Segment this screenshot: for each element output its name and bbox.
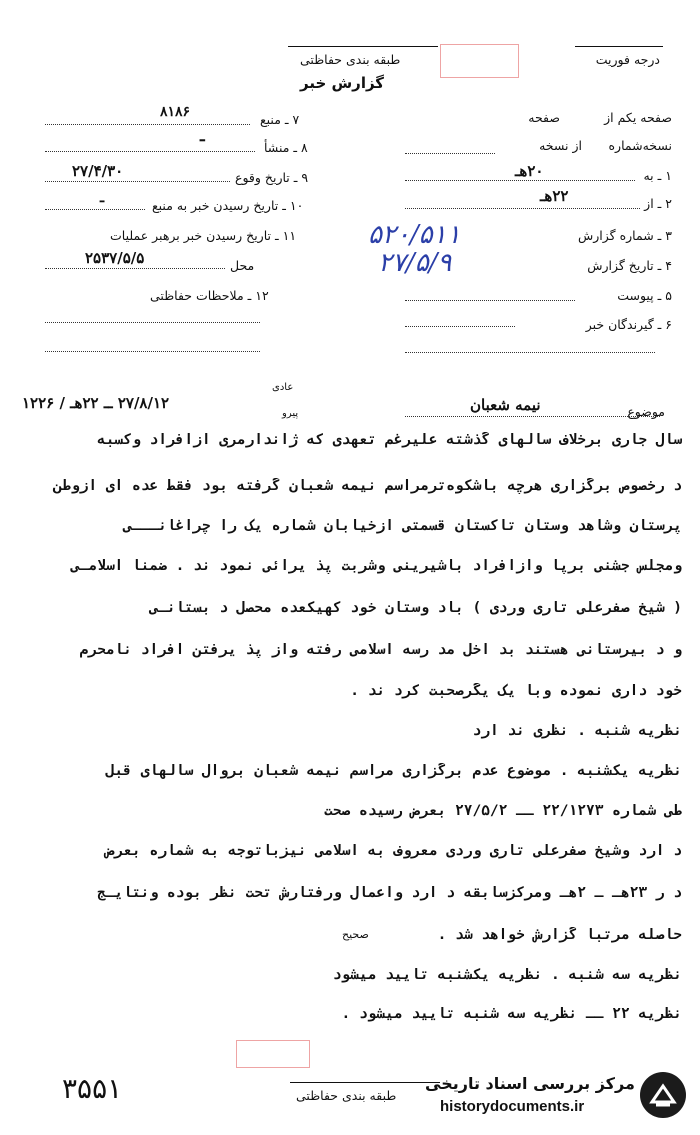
field-copy-value: از نسخه — [539, 138, 582, 153]
body-line-9: نظریه یکشنبه . موضوع عدم برگزاری مراسم نیمه شعبان بروال سالهای قبل — [105, 763, 682, 779]
form-title: گزارش خبر — [300, 74, 385, 92]
subject-reference-number: ۲۷/۸/۱۲ ــ ۲۲هـ / ۱۲۲۶ — [22, 394, 170, 412]
priority-rule — [575, 46, 663, 47]
field-page-value: صفحه — [528, 110, 560, 125]
body-line-1: سال جاری برخلاف سالهای گذشته علیرغم تعهدی که ژاندارمری ازافراد وکسبه — [97, 432, 682, 448]
field-source-value: ۸۱۸۶ — [160, 104, 191, 120]
field-source-received-value: ـ — [100, 190, 105, 206]
field-location-label: محل — [230, 258, 255, 273]
red-stamp-bottom — [236, 1040, 310, 1068]
body-line-14: نظریه سه شنبه . نظریه یکشنبه تایید میشود — [332, 967, 682, 983]
body-line-2: د رخصوص برگزاری هرچه باشکوه‌ترمراسم نیمه شعبان گرفته بود فقط عده ای ازوطن — [53, 478, 682, 494]
body-line-10: طی شماره ۲۲/۱۲۷۳ ــ ۲۷/۵/۲ بعرض رسیده صحت — [324, 803, 682, 819]
field-copy-label: نسخه‌شماره — [608, 138, 672, 153]
field-from-label: ۲ ـ از — [644, 196, 672, 211]
red-stamp-top — [440, 44, 519, 78]
book-icon — [640, 1072, 686, 1118]
handwritten-archive-number: ۳۵۵۱ — [62, 1072, 123, 1105]
body-line-12: د ر ۲۳هـ ـ ۲هـ ومرکزسابقه د ارد واعمال ورفتارش تحت نظر بوده ونتایـج — [97, 885, 682, 901]
body-annotation: صحیح — [342, 928, 369, 941]
body-line-3: پرستان وشاهد وستان تاکستان قسمتی ازخیابان شماره یک را چراغانـــی — [123, 518, 682, 534]
subject-value: نیمه شعبان — [470, 396, 541, 414]
field-security-notes-label: ۱۲ ـ ملاحظات حفاظتی — [150, 288, 269, 303]
field-from-value: ۲۲هـ — [540, 187, 569, 205]
field-to-value: ۲۰هـ — [515, 162, 544, 180]
classification-bottom: طبقه بندی حفاظتی — [296, 1088, 397, 1103]
field-report-date-value: ۲۷/۵/۹ — [378, 248, 452, 278]
field-source-received-label: ۱۰ ـ تاریخ رسیدن خبر به منبع — [152, 198, 304, 213]
field-report-number-value: ۵۲۰/۵۱۱ — [368, 220, 461, 250]
subject-label: موضوع — [627, 404, 665, 419]
field-origin-value: ـ — [200, 126, 205, 145]
logo-title: مرکز بررسی اسناد تاریخی — [425, 1074, 635, 1093]
field-location-value: ۲۵۳۷/۵/۵ — [85, 249, 145, 267]
field-report-number-label: ۳ ـ شماره گزارش — [577, 228, 672, 243]
body-line-5: ( شیخ صفرعلی تاری وردی ) باد وستان خود کهیکعده محصل د بستانـی — [149, 600, 682, 616]
annotation-pursuant: پیرو — [282, 408, 299, 419]
field-attachment-label: ۵ ـ پیوست — [617, 288, 672, 303]
annotation-normal: عادی — [272, 382, 294, 393]
field-recipients-label: ۶ ـ گیرندگان خبر — [585, 317, 672, 332]
classification-bottom-rule — [290, 1082, 440, 1083]
body-line-4: ومجلس جشنی برپا وازافراد باشیرینی وشربت پذ یرائی نمود ند . ضمنا اسلامـی — [70, 558, 682, 574]
body-line-7: خود داری نموده وبا یک یگرصحبت کرد ند . — [350, 683, 682, 699]
classification-top-rule — [288, 46, 438, 47]
body-line-8: نظریه شنبه . نظری ند ارد — [472, 723, 682, 739]
field-event-date-value: ۲۷/۴/۳۰ — [72, 162, 124, 180]
field-report-date-label: ۴ ـ تاریخ گزارش — [587, 258, 672, 273]
priority-label: درجه فوریت — [595, 52, 660, 67]
logo-url: historydocuments.ir — [440, 1098, 585, 1115]
body-line-6: و د بیرستانی هستند بد اخل مد رسه اسلامی رفته واز پذ یرفتن افراد نامحرم — [79, 642, 682, 658]
field-page-label: صفحه یکم از — [604, 110, 672, 125]
body-line-11: د ارد وشیخ صفرعلی تاری وردی معروف به اسلامی نیزباتوجه به شماره بعرض — [105, 843, 682, 859]
body-line-15: نظریه ۲۲ ــ نظریه سه شنبه تایید میشود . — [341, 1006, 682, 1022]
archive-logo-icon — [640, 1072, 686, 1118]
field-ops-received-label: ۱۱ ـ تاریخ رسیدن خبر برهبر عملیات — [110, 228, 297, 243]
field-to-label: ۱ ـ به — [643, 168, 672, 183]
classification-top: طبقه بندی حفاظتی — [300, 52, 401, 67]
field-event-date-label: ۹ ـ تاریخ وقوع — [235, 170, 309, 185]
body-line-13: حاصله مرتبا گزارش خواهد شد . — [437, 927, 682, 943]
field-source-label: ۷ ـ منبع — [260, 112, 300, 127]
field-origin-label: ۸ ـ منشأ — [264, 140, 308, 155]
